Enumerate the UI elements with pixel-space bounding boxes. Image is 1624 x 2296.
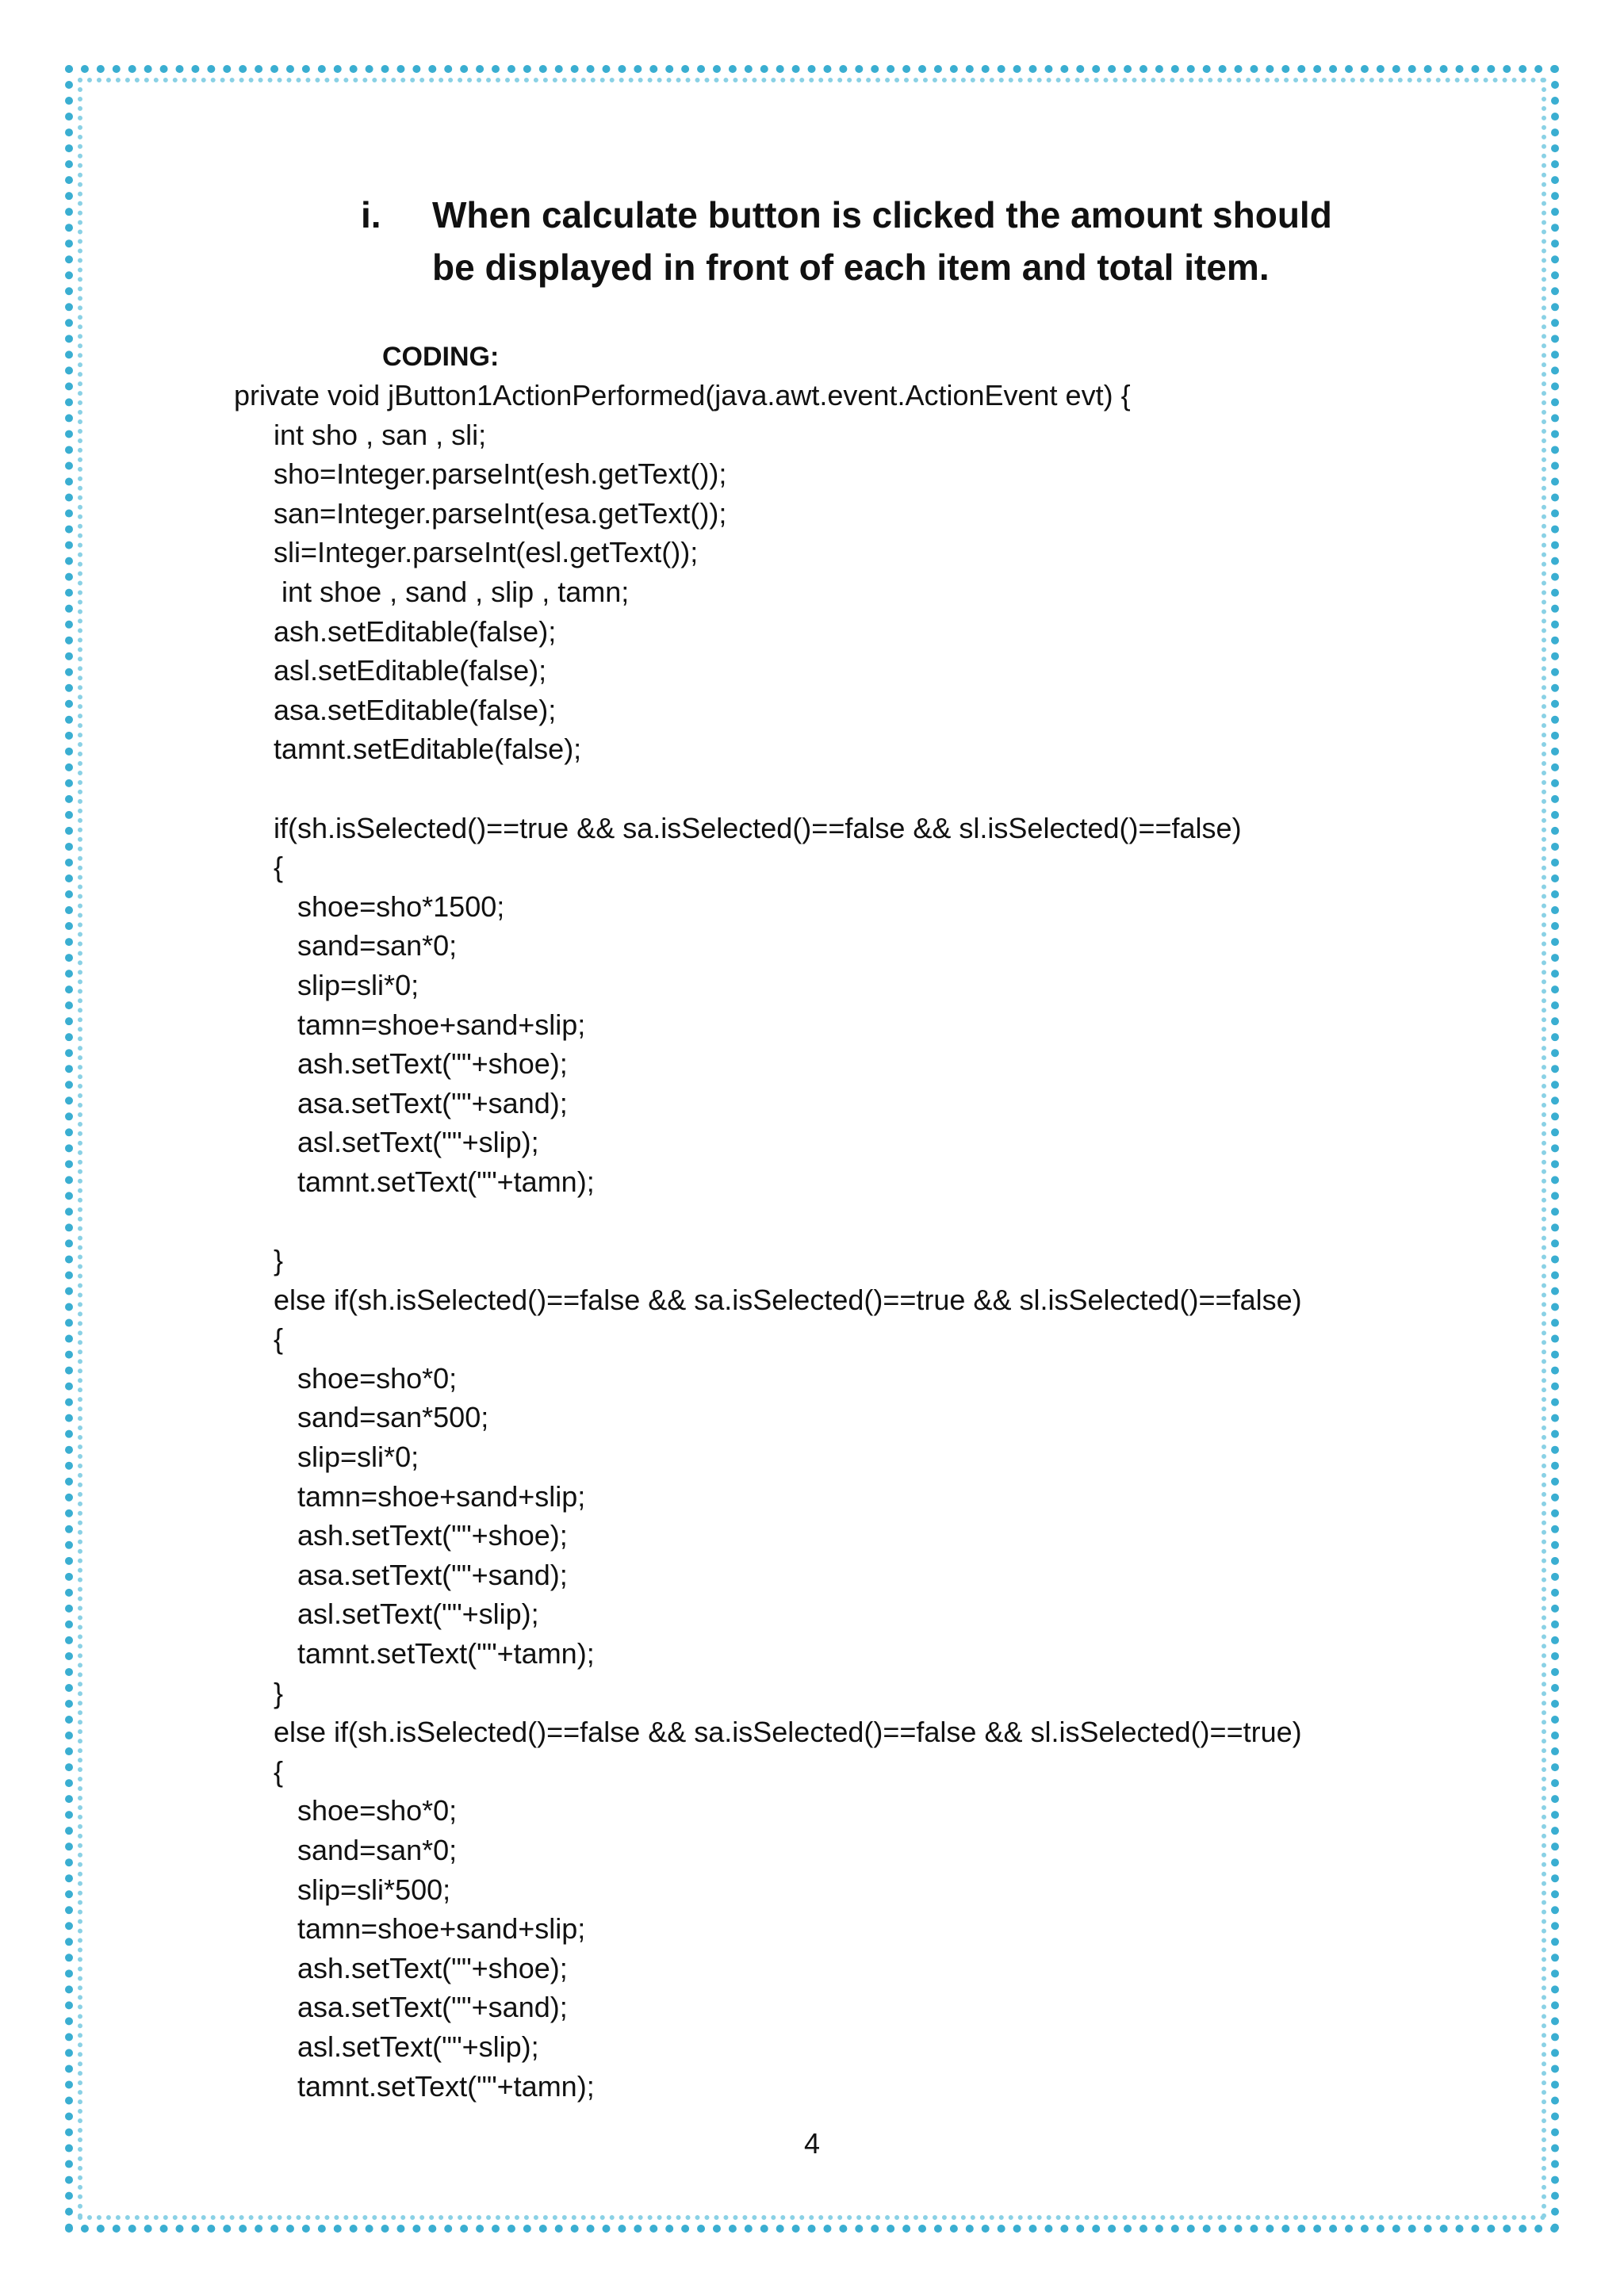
- code-line: }: [234, 1244, 284, 1277]
- code-line: ash.setText(""+shoe);: [234, 1951, 568, 1984]
- code-line: }: [234, 1676, 284, 1709]
- code-line: sand=san*500;: [234, 1401, 489, 1434]
- heading-text: When calculate button is clicked the amount should be displayed in front of each item and total item.: [432, 194, 1332, 288]
- code-line: else if(sh.isSelected()==false && sa.isSelected()==true && sl.isSelected()==false): [234, 1283, 1302, 1316]
- code-line: if(sh.isSelected()==true && sa.isSelected()==false && sl.isSelected()==false): [234, 811, 1242, 844]
- code-line: else if(sh.isSelected()==false && sa.isSelected()==false && sl.isSelected()==true): [234, 1716, 1302, 1749]
- code-line: slip=sli*500;: [234, 1873, 451, 1906]
- code-line: sli=Integer.parseInt(esl.getText());: [234, 536, 699, 569]
- code-line: tamnt.setText(""+tamn);: [234, 1165, 595, 1198]
- code-line: slip=sli*0;: [234, 1441, 419, 1474]
- code-line: asa.setText(""+sand);: [234, 1086, 568, 1119]
- code-line: shoe=sho*0;: [234, 1361, 458, 1395]
- code-line: tamn=shoe+sand+slip;: [234, 1912, 586, 1946]
- code-line: asa.setEditable(false);: [234, 693, 557, 726]
- code-line: ash.setEditable(false);: [234, 614, 557, 648]
- code-line: {: [234, 851, 284, 884]
- code-line: tamn=shoe+sand+slip;: [234, 1008, 586, 1041]
- code-line: sand=san*0;: [234, 1833, 458, 1866]
- code-line: int sho , san , sli;: [234, 418, 487, 451]
- code-block: [234, 376, 1503, 2106]
- code-line: ash.setText(""+shoe);: [234, 1047, 568, 1081]
- code-line: shoe=sho*0;: [234, 1794, 458, 1827]
- code-line: private void jButton1ActionPerformed(java.awt.event.ActionEvent evt) {: [234, 379, 1131, 411]
- code-line: asa.setText(""+sand);: [234, 1991, 568, 2024]
- code-line: {: [234, 1755, 284, 1788]
- code-line: tamnt.setEditable(false);: [234, 733, 582, 766]
- code-line: sho=Integer.parseInt(esh.getText());: [234, 457, 727, 491]
- code-line: asl.setEditable(false);: [234, 654, 547, 687]
- code-line: asa.setText(""+sand);: [234, 1558, 568, 1591]
- code-line: san=Integer.parseInt(esa.getText());: [234, 496, 727, 530]
- code-line: int shoe , sand , slip , tamn;: [234, 575, 630, 608]
- heading-number: i.: [361, 194, 381, 235]
- code-line: [234, 769, 1503, 809]
- code-line: shoe=sho*1500;: [234, 890, 505, 923]
- code-line: asl.setText(""+slip);: [234, 2030, 539, 2063]
- code-line: slip=sli*0;: [234, 968, 419, 1001]
- code-line: sand=san*0;: [234, 929, 458, 962]
- page-number: 4: [803, 2127, 821, 2160]
- code-line: tamn=shoe+sand+slip;: [234, 1479, 586, 1513]
- code-line: ash.setText(""+shoe);: [234, 1519, 568, 1552]
- coding-label: CODING:: [382, 342, 500, 372]
- code-line: {: [234, 1322, 284, 1356]
- code-line: asl.setText(""+slip);: [234, 1598, 539, 1631]
- code-line: asl.setText(""+slip);: [234, 1126, 539, 1159]
- code-line: tamnt.setText(""+tamn);: [234, 1637, 595, 1670]
- code-line: [234, 1201, 1503, 1241]
- code-line: tamnt.setText(""+tamn);: [234, 2069, 595, 2103]
